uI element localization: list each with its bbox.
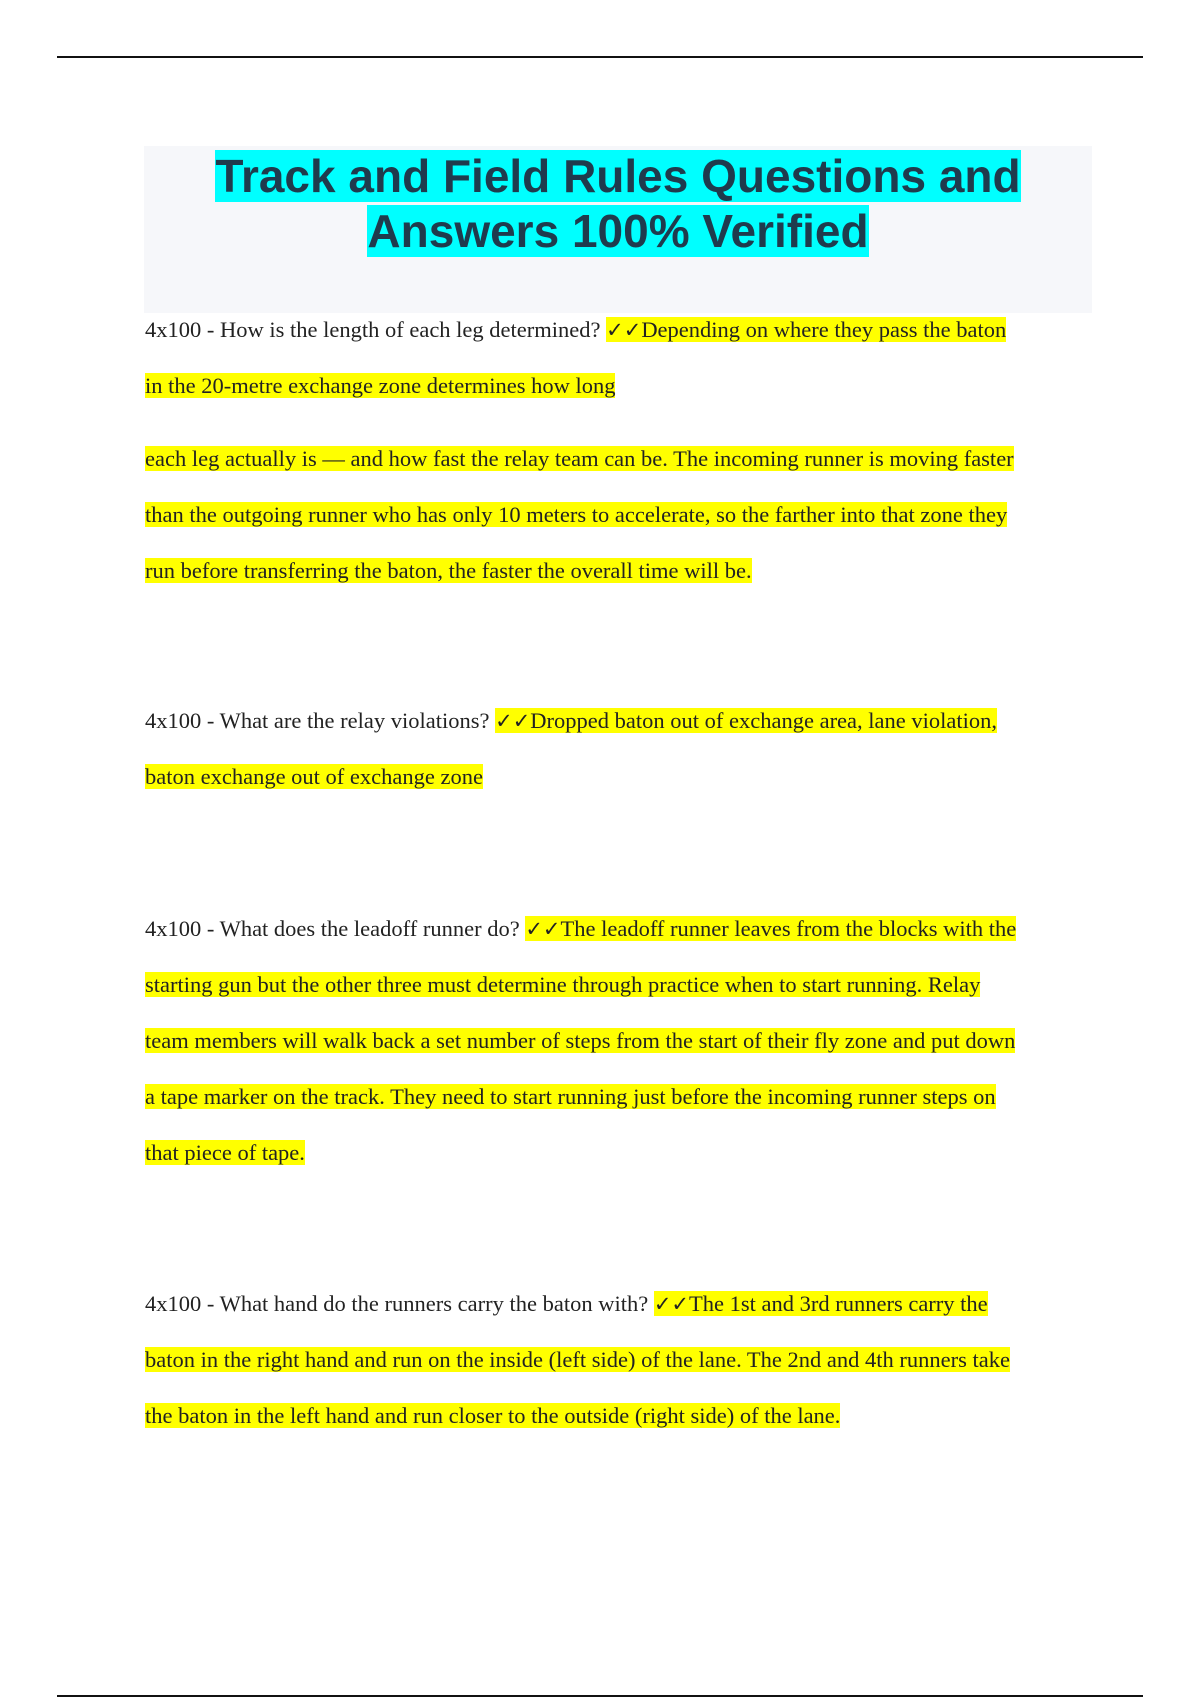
answer-line: starting gun but the other three must determine through practice when to start running. Relay [145, 972, 981, 997]
answer-line: run before transferring the baton, the faster the overall time will be. [145, 558, 752, 583]
question-text: 4x100 - What are the relay violations? [145, 708, 490, 733]
title-line-1: Track and Field Rules Questions and [215, 150, 1021, 202]
qa-item-2 [145, 693, 1085, 805]
answer-line: The 1st and 3rd runners carry the [689, 1291, 988, 1316]
qa-item-3 [145, 901, 1085, 1181]
answer-line: a tape marker on the track. They need to start running just before the incoming runner steps on [145, 1084, 996, 1109]
title-banner [144, 146, 1092, 313]
bottom-rule [57, 1695, 1143, 1697]
page-title [144, 146, 1092, 259]
answer-line: in the 20-metre exchange zone determines how long [145, 373, 616, 398]
qa-item-4 [145, 1276, 1085, 1444]
question-text: 4x100 - What does the leadoff runner do? [145, 916, 520, 941]
qa-item-1 [145, 302, 1085, 599]
answer-line: team members will walk back a set number of steps from the start of their fly zone and put down [145, 1028, 1016, 1053]
answer-line: that piece of tape. [145, 1140, 305, 1165]
top-rule [57, 56, 1143, 58]
check-icon: ✓✓ [606, 318, 642, 342]
answer-line: baton exchange out of exchange zone [145, 764, 483, 789]
question-text: 4x100 - What hand do the runners carry the baton with? [145, 1291, 649, 1316]
answer-line: the baton in the left hand and run closer to the outside (right side) of the lane. [145, 1403, 841, 1428]
check-icon: ✓✓ [495, 709, 531, 733]
title-line-2: Answers 100% Verified [367, 205, 869, 257]
question-text: 4x100 - How is the length of each leg determined? [145, 317, 601, 342]
check-icon: ✓✓ [525, 917, 561, 941]
answer-line: than the outgoing runner who has only 10 meters to accelerate, so the farther into that zone they [145, 502, 1008, 527]
check-icon: ✓✓ [653, 1292, 690, 1316]
answer-line: each leg actually is — and how fast the relay team can be. The incoming runner is moving faster [145, 446, 1014, 471]
answer-line: Depending on where they pass the baton [641, 317, 1007, 342]
answer-line: Dropped baton out of exchange area, lane violation, [530, 708, 997, 733]
answer-line: baton in the right hand and run on the inside (left side) of the lane. The 2nd and 4th runners take [145, 1347, 1010, 1372]
answer-line: The leadoff runner leaves from the blocks with the [560, 916, 1017, 941]
